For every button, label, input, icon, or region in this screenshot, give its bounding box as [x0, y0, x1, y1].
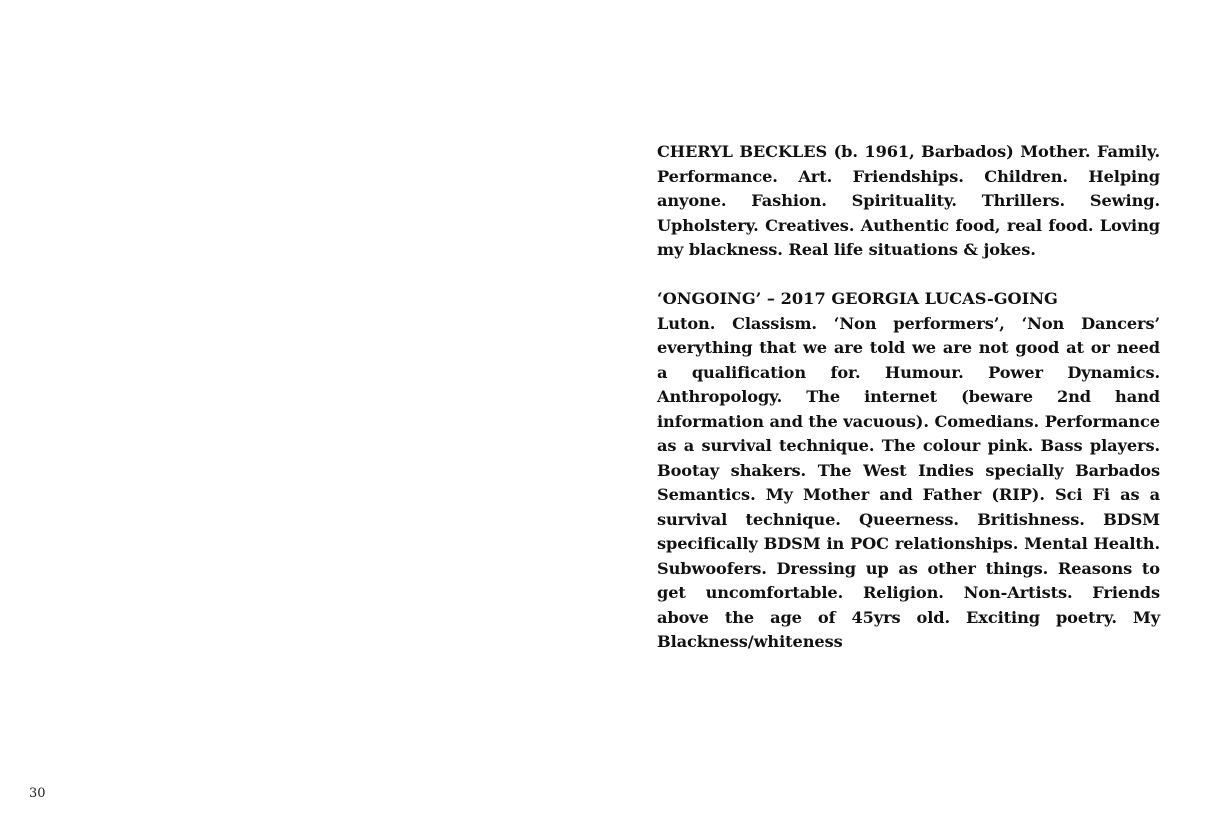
bio-georgia-lucas-going-section	[657, 287, 1160, 655]
page-number: 30	[29, 786, 46, 801]
bio-cheryl-beckles: CHERYL BECKLES (b. 1961, Barbados) Mother. Family. Performance. Art. Friendships. Children. Helping anyone. Fashion. Spirituality. Thrillers. Sewing. Upholstery. Creatives. Authentic food, real food. Loving my blackness. Real life situations & jokes.	[657, 142, 1160, 259]
bio-georgia-lucas-going: Luton. Classism. ‘Non performers’, ‘Non Dancers’ everything that we are told we are not good at or need a qualification for. Humour. Power Dynamics. Anthropology. The internet (beware 2nd hand information and the vacuous). Comedians. Performance as a survival technique. The colour pink. Bass players. Bootay shakers. The West Indies specially Barbados Semantics. My Mother and Father (RIP). Sci Fi as a survival technique. Queerness. Britishness. BDSM specifically BDSM in POC relationships. Mental Health. Subwoofers. Dressing up as other things. Reasons to get uncomfortable. Religion. Non-Artists. Friends above the age of 45yrs old. Exciting poetry. My Blackness/whiteness	[657, 313, 1160, 651]
text-column	[657, 140, 1160, 655]
bio-heading: ‘ONGOING’ – 2017 GEORGIA LUCAS-GOING	[657, 289, 1058, 308]
